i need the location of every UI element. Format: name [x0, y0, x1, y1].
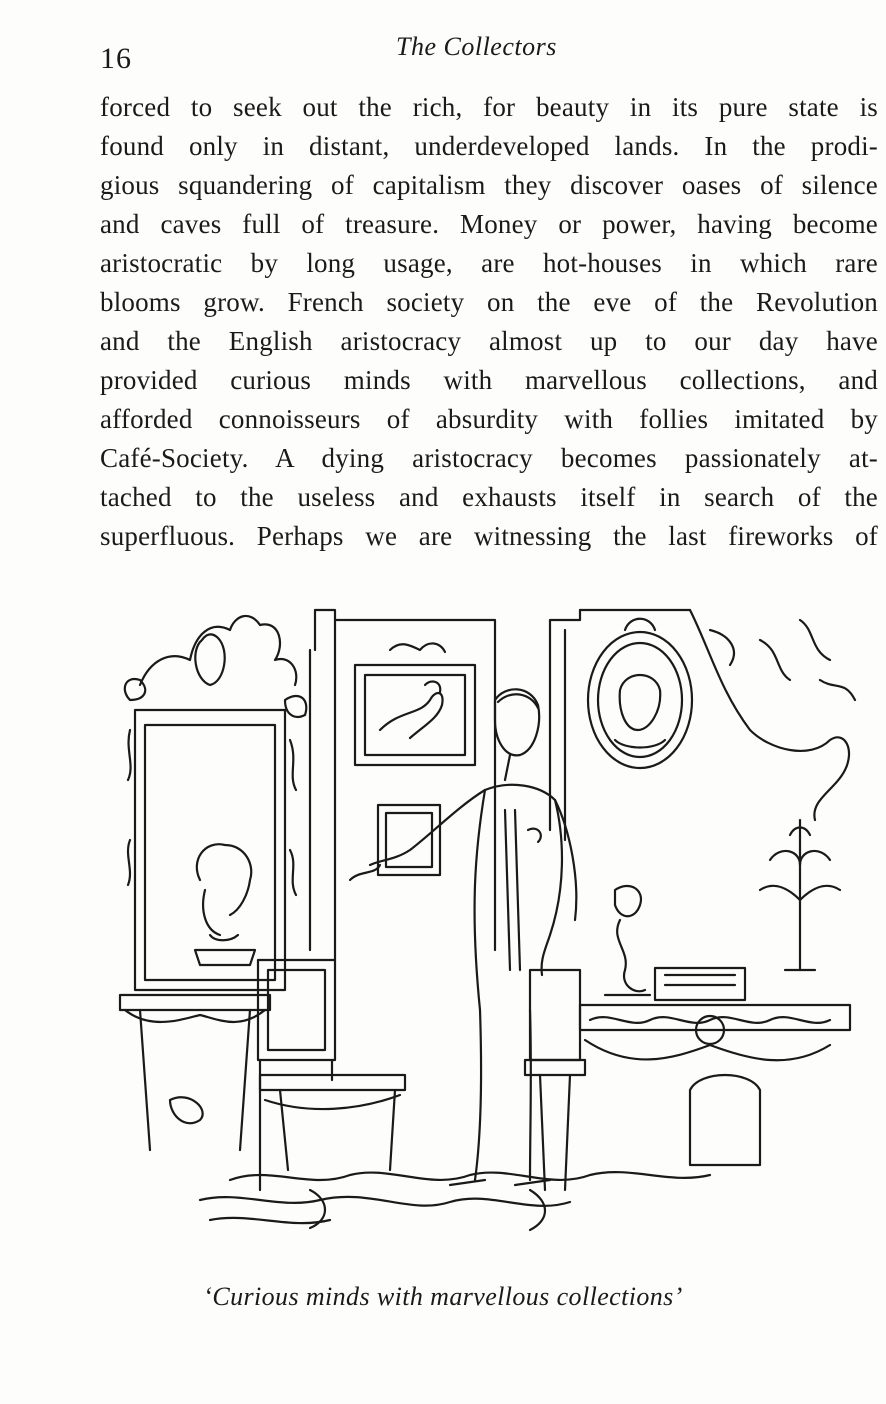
text-line: provided curious minds with marvellous collections, and: [100, 365, 878, 395]
text-line: aristocratic by long usage, are hot-houses in which rare: [100, 248, 878, 278]
text-line: Café-Society. A dying aristocracy becomes passionately at-: [100, 443, 878, 473]
floor-rug: [200, 1172, 710, 1230]
sideboard: [580, 968, 850, 1165]
illustration-caption: ‘Curious minds with marvellous collections’: [203, 1282, 683, 1311]
dining-chair: [258, 960, 405, 1190]
body-paragraph: [100, 88, 878, 556]
text-line: found only in distant, underdeveloped lands. In the prodi-: [100, 131, 878, 161]
ink-illustration: [110, 590, 870, 1270]
text-line: tached to the useless and exhausts itself in search of the: [100, 482, 878, 512]
running-head: The Collectors: [396, 32, 557, 61]
marble-bust: [195, 844, 255, 965]
drapery: [690, 610, 855, 820]
text-line: and the English aristocracy almost up to our day have: [100, 326, 878, 356]
cherub-figurine: [605, 886, 650, 995]
oval-portrait: [588, 619, 692, 768]
text-line: blooms grow. French society on the eve of the Revolution: [100, 287, 878, 317]
console-table: [120, 995, 270, 1150]
text-line: superfluous. Perhaps we are witnessing the last fireworks of: [100, 521, 878, 551]
candelabra: [760, 820, 840, 970]
page-header: [100, 28, 880, 78]
text-line: forced to seek out the rich, for beauty in its pure state is: [100, 92, 878, 122]
page-number: 16: [100, 42, 132, 75]
text-line: and caves full of treasure. Money or power, having become: [100, 209, 878, 239]
small-framed-picture: [378, 805, 440, 875]
text-line: afforded connoisseurs of absurdity with follies imitated by: [100, 404, 878, 434]
framed-nude-painting: [355, 643, 475, 765]
text-line: gious squandering of capitalism they discover oases of silence: [100, 170, 878, 200]
pedestal: [525, 970, 585, 1190]
